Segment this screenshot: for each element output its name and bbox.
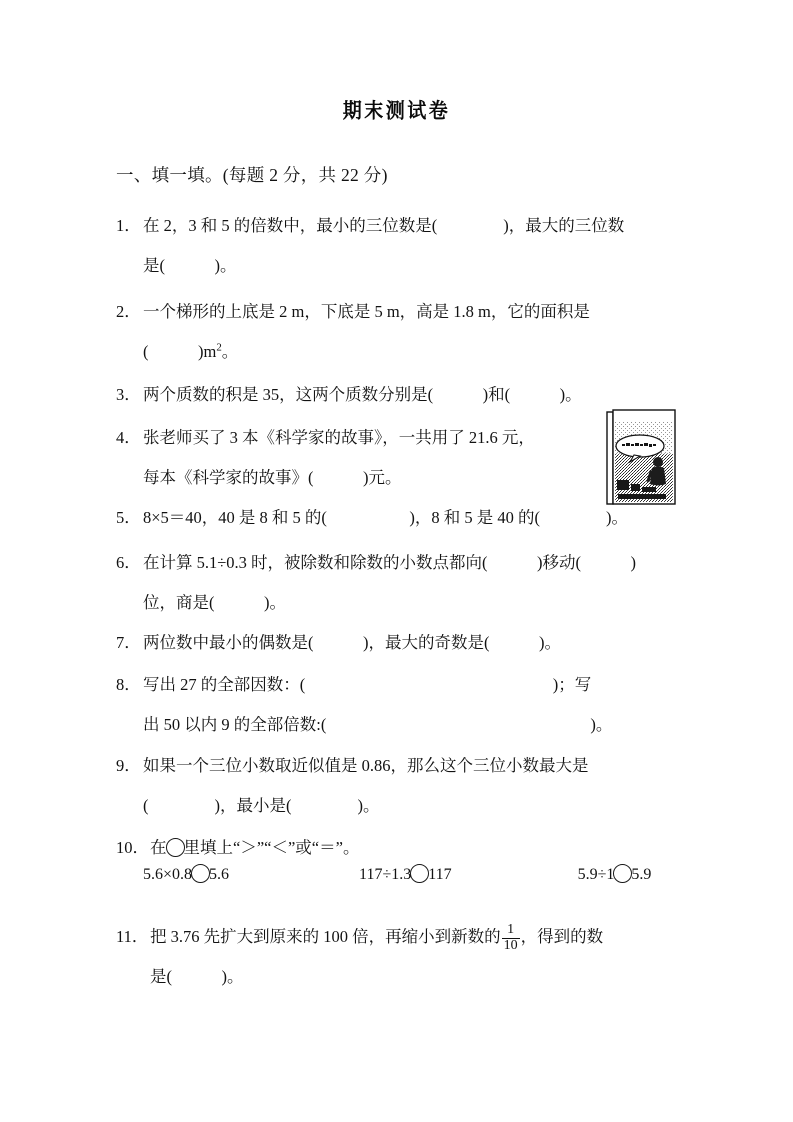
question-11-line-1 xyxy=(150,917,682,957)
book-cover-illustration xyxy=(604,408,678,508)
question-11 xyxy=(116,917,682,997)
question-3-number: 3． xyxy=(116,385,141,404)
question-1 xyxy=(116,206,682,286)
question-8-line-2: 出 50 以内 9 的全部倍数:( )。 xyxy=(143,715,613,734)
question-2-line-2: ( )$m^2$。 xyxy=(143,341,239,361)
question-11-line-2: 是( )。 xyxy=(150,967,244,986)
page-title: 期末测试卷 xyxy=(342,99,451,123)
question-9-line-1: 如果一个三位小数取近似值是 0.86，那么这个三位小数最大是 xyxy=(143,756,589,775)
question-7-line-1: 两位数中最小的偶数是( )，最大的奇数是( )。 xyxy=(143,633,561,652)
question-1-number: 1． xyxy=(116,216,141,235)
comparison-item-2 xyxy=(359,864,452,884)
comparison-circle-icon[interactable] xyxy=(166,838,185,857)
question-6-body xyxy=(143,543,682,623)
question-8-number: 8． xyxy=(116,675,141,694)
section-heading-fill-in-blanks: 一、填一填。(每题 2 分，共 22 分) xyxy=(116,165,388,185)
question-2-body xyxy=(143,292,682,372)
question-4 xyxy=(116,418,682,498)
question-3-body xyxy=(143,375,682,415)
question-10-prefix: 在 xyxy=(150,838,167,857)
comparison-2-right: 117 xyxy=(428,866,452,883)
question-11-number: 11． xyxy=(116,927,149,946)
comparison-3-left: 5.9÷1 xyxy=(577,866,615,883)
comparison-2-left: 117÷1.3 xyxy=(359,866,412,883)
question-1-line-2: 是( )。 xyxy=(143,256,237,275)
comparison-1-right: 5.6 xyxy=(209,866,230,883)
question-5-body xyxy=(143,498,682,538)
question-2 xyxy=(116,292,682,372)
question-2-number: 2． xyxy=(116,302,141,321)
question-5-number: 5． xyxy=(116,508,141,527)
comparison-3-right: 5.9 xyxy=(631,866,652,883)
fraction-denominator: 10 xyxy=(503,938,518,954)
comparison-1-left: 5.6×0.8 xyxy=(143,866,193,883)
question-4-body xyxy=(143,418,682,498)
comparison-item-3 xyxy=(578,864,652,884)
question-3 xyxy=(116,375,682,415)
question-9 xyxy=(116,746,682,826)
question-6-line-2: 位，商是( )。 xyxy=(143,593,286,612)
comparison-2-circle-icon[interactable] xyxy=(410,864,429,883)
question-3-line-1: 两个质数的积是 35，这两个质数分别是( )和( )。 xyxy=(143,385,582,404)
question-10-line-1 xyxy=(150,828,682,868)
question-2-line-1: 一个梯形的上底是 2 m，下底是 5 m，高是 1.8 m，它的面积是 xyxy=(143,302,590,321)
comparison-1-circle-icon[interactable] xyxy=(191,864,210,883)
comparison-expressions-row xyxy=(143,864,683,884)
question-10-number: 10． xyxy=(116,838,149,857)
question-1-line-1: 在 2，3 和 5 的倍数中，最小的三位数是( )，最大的三位数 xyxy=(143,216,625,235)
question-10-body xyxy=(150,828,682,868)
question-10-suffix: 里填上“＞”“＜”或“＝”。 xyxy=(183,838,360,857)
question-6-line-1: 在计算 5.1÷0.3 时，被除数和除数的小数点都向( )移动( ) xyxy=(143,553,637,572)
square-exponent: 2 xyxy=(216,341,222,354)
question-9-line-2: ( )，最小是( )。 xyxy=(143,796,380,815)
question-6 xyxy=(116,543,682,623)
question-11-body xyxy=(150,917,682,997)
comparison-3-circle-icon[interactable] xyxy=(613,864,632,883)
question-7-number: 7． xyxy=(116,633,141,652)
question-4-number: 4． xyxy=(116,428,141,447)
question-8 xyxy=(116,665,682,745)
question-9-body xyxy=(143,746,682,826)
question-7 xyxy=(116,623,682,663)
question-8-body xyxy=(143,665,682,745)
fraction-numerator: 1 xyxy=(507,922,515,938)
question-6-number: 6． xyxy=(116,553,141,572)
question-8-line-1: 写出 27 的全部因数：( )；写 xyxy=(143,675,592,694)
question-7-body xyxy=(143,623,682,663)
question-11-prefix: 把 3.76 先扩大到原来的 100 倍，再缩小到新数的 xyxy=(150,927,501,946)
question-1-body xyxy=(143,206,682,286)
question-10 xyxy=(116,828,682,868)
question-5 xyxy=(116,498,682,538)
comparison-item-1 xyxy=(143,864,229,884)
question-4-line-1: 张老师买了 3 本《科学家的故事》，一共用了 21.6 元， xyxy=(143,428,535,447)
question-5-line-1: 8×5＝40，40 是 8 和 5 的( )，8 和 5 是 40 的( )。 xyxy=(143,508,629,527)
question-9-number: 9． xyxy=(116,756,141,775)
question-11-suffix: ，得到的数 xyxy=(520,927,604,946)
question-4-line-2: 每本《科学家的故事》( )元。 xyxy=(143,468,402,487)
fraction-one-tenth xyxy=(502,923,520,954)
